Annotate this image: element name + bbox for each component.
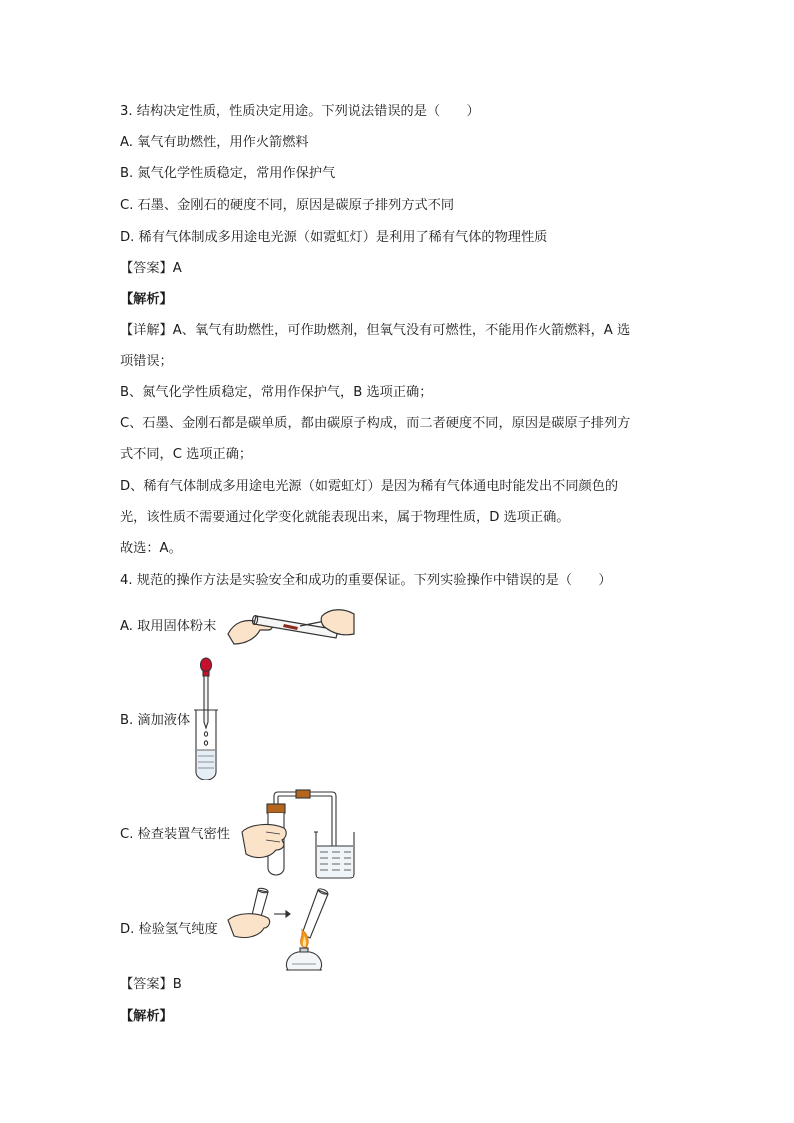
q4-option-a: A. 取用固体粉末: [120, 619, 217, 634]
q3-detail-line-5: 式不同，C 选项正确；: [120, 447, 253, 462]
q4-answer: 【答案】B: [120, 977, 182, 992]
q3-stem: 3. 结构决定性质，性质决定用途。下列说法错误的是（ ）: [120, 104, 480, 119]
q3-detail-line-2: 项错误；: [120, 354, 173, 369]
q4-option-d: D. 检验氢气纯度: [120, 922, 218, 937]
q3-detail-line-4: C、石墨、金刚石都是碳单质，都由碳原子构成，而二者硬度不同，原因是碳原子排列方: [120, 416, 631, 431]
q3-option-d: D. 稀有气体制成多用途电光源（如霓虹灯）是利用了稀有气体的物理性质: [120, 230, 548, 245]
q3-option-a: A. 氧气有助燃性，用作火箭燃料: [120, 135, 309, 150]
q3-detail-line-6: D、稀有气体制成多用途电光源（如霓虹灯）是因为稀有气体通电时能发出不同颜色的: [120, 479, 619, 494]
q3-analysis-heading: 【解析】: [120, 292, 173, 307]
q3-option-c: C. 石墨、金刚石的硬度不同，原因是碳原子排列方式不同: [120, 198, 455, 213]
q4-figure-c-airtightness-check: [240, 788, 356, 880]
q3-detail-line-1: 【详解】A、氧气有助燃性，可作助燃剂，但氧气没有可燃性，不能用作火箭燃料，A 选: [120, 323, 631, 338]
q3-option-b: B. 氮气化学性质稳定，常用作保护气: [120, 166, 336, 181]
q4-option-b: B. 滴加液体: [120, 713, 191, 728]
q3-detail-line-7: 光，该性质不需要通过化学变化就能表现出来，属于物理性质，D 选项正确。: [120, 510, 570, 525]
q3-answer: 【答案】A: [120, 261, 182, 276]
q3-detail-line-3: B、氮气化学性质稳定，常用作保护气，B 选项正确；: [120, 385, 433, 400]
q4-figure-d-hydrogen-purity: [226, 886, 342, 972]
q4-stem: 4. 规范的操作方法是实验安全和成功的重要保证。下列实验操作中错误的是（ ）: [120, 573, 612, 588]
q4-option-c: C. 检查装置气密性: [120, 827, 230, 842]
q4-figure-b-dropper: [192, 656, 224, 780]
q3-conclusion: 故选：A。: [120, 541, 182, 556]
q4-figure-a-solid-powder: [226, 604, 356, 648]
q4-analysis-heading: 【解析】: [120, 1009, 173, 1024]
